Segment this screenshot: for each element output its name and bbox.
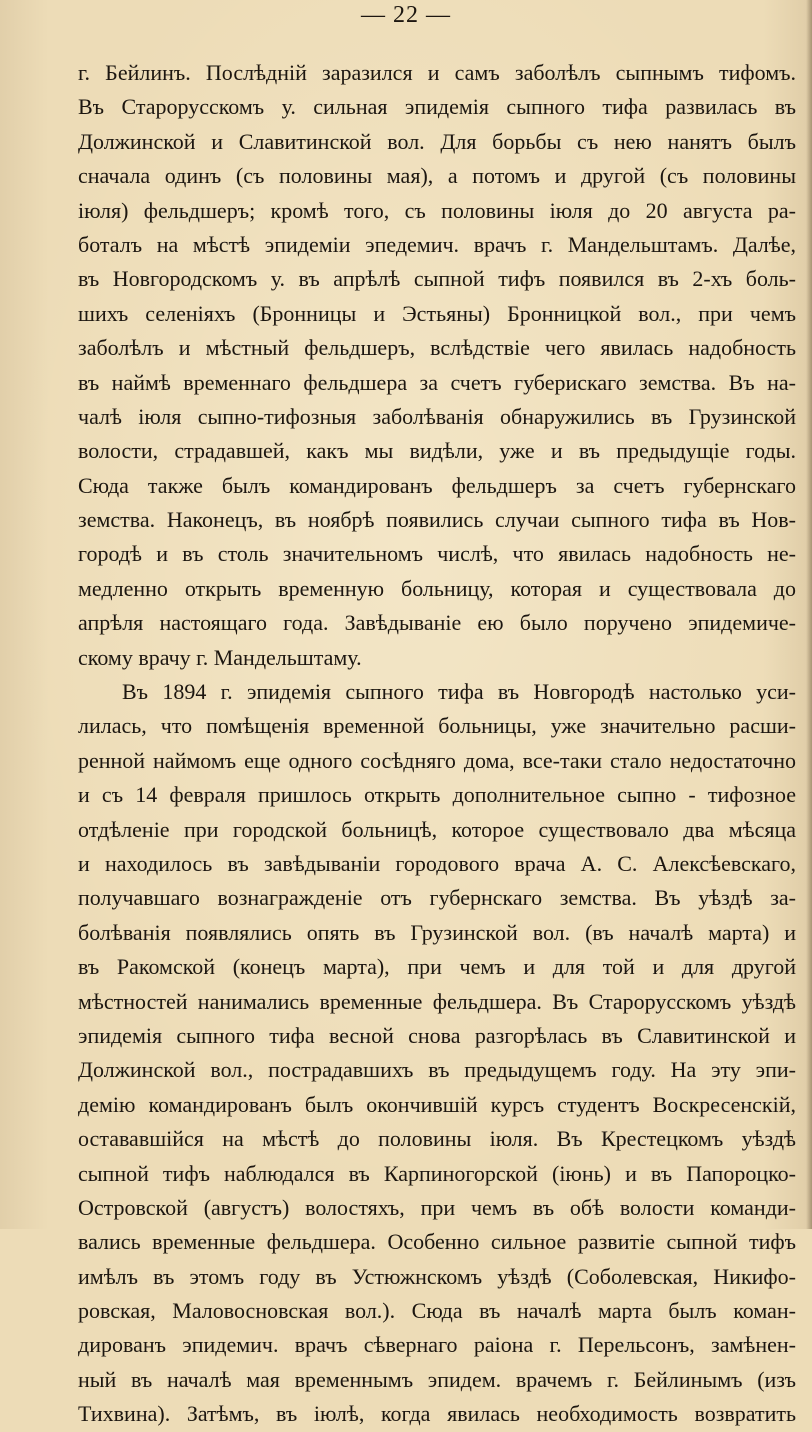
text-line: и находилось въ завѣдываніи городового врача А. С. Алексѣевскаго, bbox=[78, 850, 796, 876]
text-line: въ наймѣ временнаго фельдшера за счетъ губерискаго земства. Въ на- bbox=[78, 369, 796, 395]
text-line: имѣлъ въ этомъ году въ Устюжнскомъ уѣздѣ (Соболевская, Никифо- bbox=[78, 1263, 796, 1289]
text-line: ренной наймомъ еще одного сосѣдняго дома, все-таки стало недостаточно bbox=[78, 747, 796, 773]
text-line: отдѣленіе при городской больницѣ, которое существовало два мѣсяца bbox=[78, 816, 796, 842]
text-line: чалѣ іюля сыпно-тифозныя заболѣванія обнаружились въ Грузинской bbox=[78, 403, 796, 429]
text-line: г. Бейлинъ. Послѣдній заразился и самъ заболѣлъ сыпнымъ тифомъ. bbox=[78, 60, 796, 85]
text-line: заболѣлъ и мѣстный фельдшеръ, вслѣдствіе чего явилась надобность bbox=[78, 335, 796, 361]
text-line: боталъ на мѣстѣ эпидеміи эпедемич. врачъ г. Мандельштамъ. Далѣе, bbox=[78, 231, 796, 257]
text-line: Островской (августъ) волостяхъ, при чемъ въ обѣ волости команди- bbox=[78, 1194, 796, 1220]
text-line: получавшаго вознагражденіе отъ губернскаго земства. Въ уѣздѣ за- bbox=[78, 885, 796, 911]
text-line: демію командированъ былъ окончившій курсъ студентъ Воскресенскій, bbox=[78, 1091, 796, 1117]
text-line: Сюда также былъ командированъ фельдшеръ за счетъ губернскаго bbox=[78, 472, 796, 498]
text-line: скому врачу г. Мандельштаму. bbox=[78, 644, 362, 670]
text-line: мѣстностей нанимались временные фельдшера. Въ Старорусскомъ уѣздѣ bbox=[78, 988, 796, 1014]
text-line: болѣванія появлялись опять въ Грузинской вол. (въ началѣ марта) и bbox=[78, 919, 796, 945]
text-line: сначала одинъ (съ половины мая), а потомъ и другой (съ половины bbox=[78, 163, 796, 189]
page-number: — 22 — bbox=[361, 2, 451, 28]
text-line: іюля) фельдшеръ; кромѣ того, съ половины іюля до 20 августа ра- bbox=[78, 197, 796, 223]
text-line: Въ Старорусскомъ у. сильная эпидемія сыпного тифа развилась въ bbox=[78, 94, 796, 120]
text-line: Должинской вол., пострадавшихъ въ предыдущемъ году. На эту эпи- bbox=[78, 1057, 796, 1083]
text-line: въ Новгородскомъ у. въ апрѣлѣ сыпной тифъ появился въ 2-хъ боль- bbox=[78, 266, 796, 292]
text-line: дированъ эпидемич. врачъ сѣвернаго раіона г. Перельсонъ, замѣнен- bbox=[78, 1332, 796, 1358]
text-line: Должинской и Славитинской вол. Для борьбы съ нею нанятъ былъ bbox=[78, 128, 796, 154]
text-line: Тихвина). Затѣмъ, въ іюлѣ, когда явилась необходимость возвратить bbox=[78, 1401, 796, 1427]
body-text bbox=[78, 56, 796, 1432]
text-line: городѣ и въ столь значительномъ числѣ, что явилась надобность не- bbox=[78, 541, 796, 567]
text-line: сыпной тифъ наблюдался въ Карпиногорской (іюнь) и въ Папороцко- bbox=[78, 1160, 796, 1186]
text-line: остававшійся на мѣстѣ до половины іюля. Въ Крестецкомъ уѣздѣ bbox=[78, 1126, 796, 1152]
text-line: апрѣля настоящаго года. Завѣдываніе ею было поручено эпидемиче- bbox=[78, 610, 796, 636]
text-line: земства. Наконецъ, въ ноябрѣ появились случаи сыпного тифа въ Нов- bbox=[78, 507, 796, 533]
text-line: въ Ракомской (конецъ марта), при чемъ и для той и для другой bbox=[78, 954, 796, 980]
text-line: лилась, что помѣщенія временной больницы, уже значительно расши- bbox=[78, 713, 796, 739]
text-line: и съ 14 февраля пришлось открыть дополнительное сыпно - тифозное bbox=[78, 782, 796, 808]
text-line: волости, страдавшей, какъ мы видѣли, уже и въ предыдущіе годы. bbox=[78, 438, 796, 464]
text-line: ровская, Маловосновская вол.). Сюда въ началѣ марта былъ коман- bbox=[78, 1298, 796, 1324]
page-edge-shadow bbox=[806, 0, 812, 1229]
text-line: вались временные фельдшера. Особенно сильное развитіе сыпной тифъ bbox=[78, 1229, 796, 1255]
text-line: Въ 1894 г. эпидемія сыпного тифа въ Новгородѣ настолько уси- bbox=[122, 679, 796, 705]
text-line: эпидемія сыпного тифа весной снова разгорѣлась въ Славитинской и bbox=[78, 1022, 796, 1048]
text-line: медленно открыть временную больницу, которая и существовала до bbox=[78, 575, 796, 601]
text-line: шихъ селеніяхъ (Бронницы и Эстьяны) Бронницкой вол., при чемъ bbox=[78, 300, 796, 326]
text-line: ный въ началѣ мая временнымъ эпидем. врачемъ г. Бейлинымъ (изъ bbox=[78, 1366, 796, 1392]
